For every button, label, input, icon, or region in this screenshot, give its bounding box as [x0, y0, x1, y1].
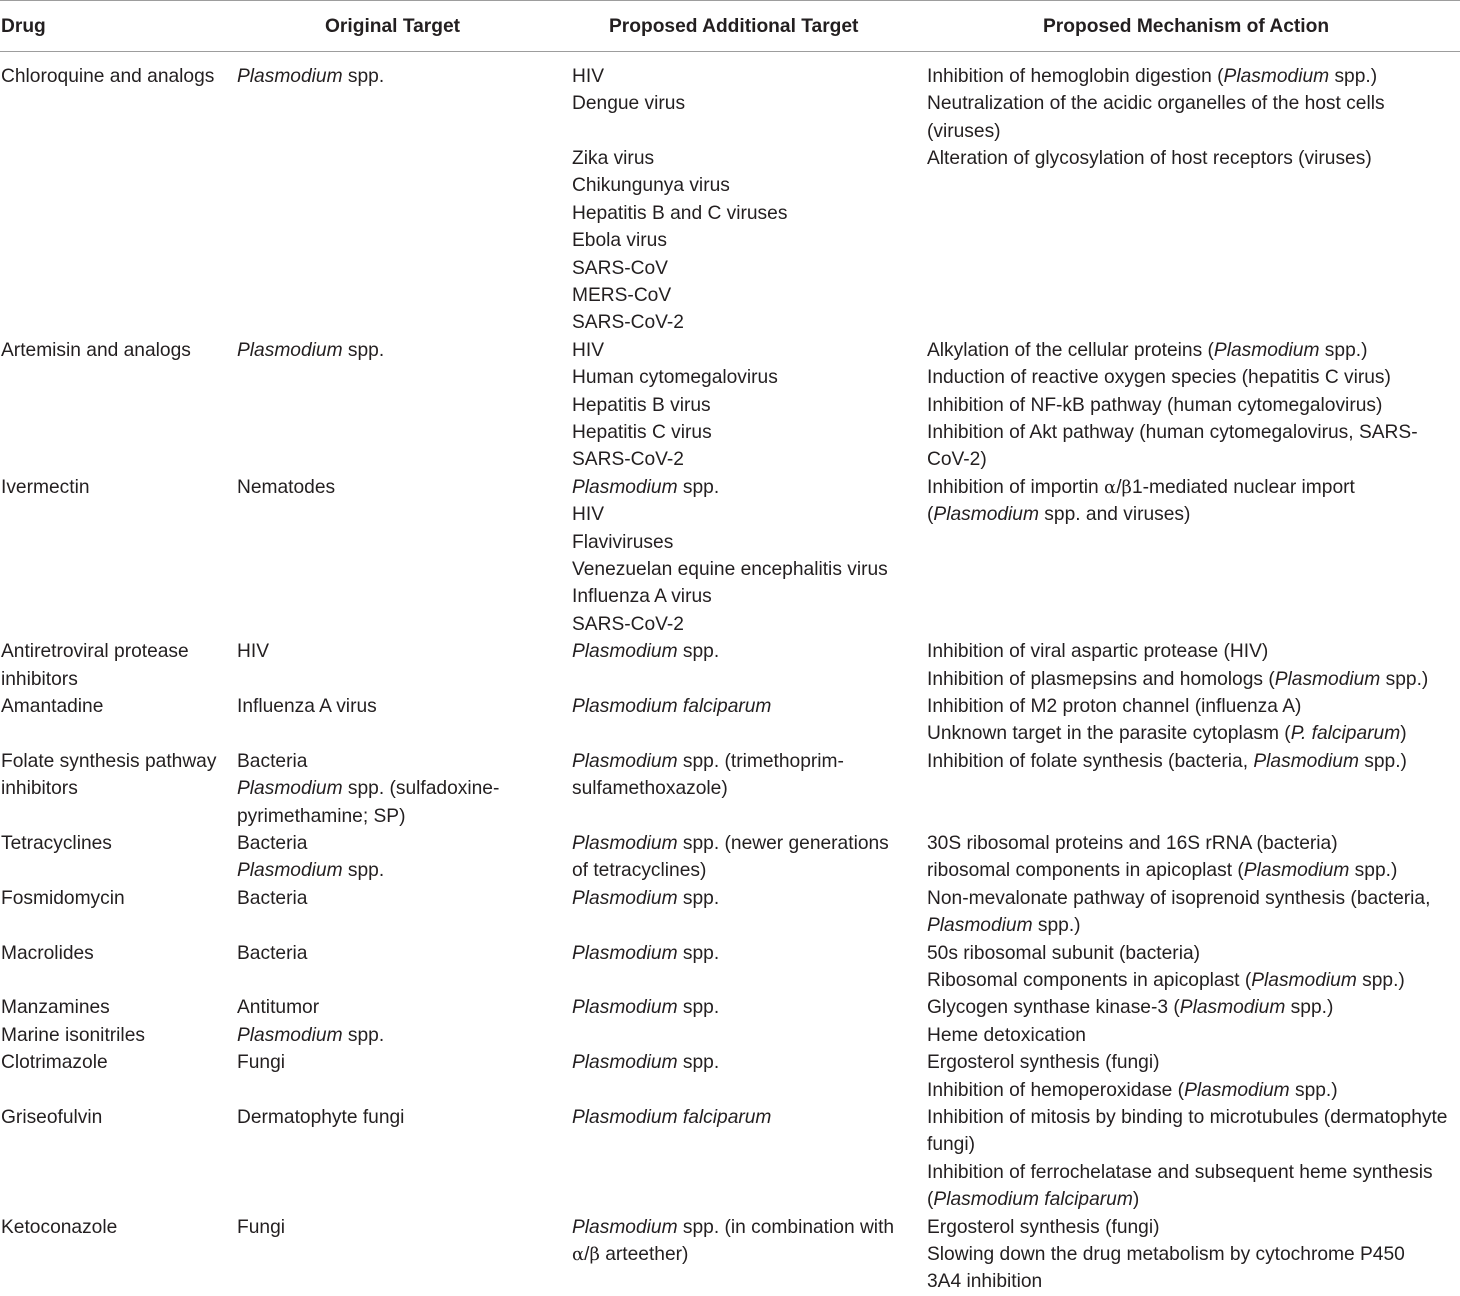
cell-additional-target	[572, 1214, 894, 1269]
cell-line: Ketoconazole	[1, 1216, 118, 1238]
cell-drug	[1, 337, 191, 364]
cell-drug	[1, 693, 103, 720]
cell-line: Zika virus	[572, 147, 655, 169]
cell-line: Fungi	[237, 1216, 285, 1238]
cell-line: Human cytomegalovirus	[572, 367, 778, 389]
cell-line: Nematodes	[237, 476, 336, 498]
cell-line: (Plasmodium falciparum)	[927, 1189, 1140, 1211]
cell-drug	[1, 474, 90, 501]
cell-additional-target	[572, 940, 719, 967]
cell-line: Griseofulvin	[1, 1107, 103, 1128]
cell-line: Plasmodium spp.	[572, 942, 720, 964]
cell-line: α/β arteether)	[572, 1243, 689, 1265]
cell-line: 3A4 inhibition	[927, 1271, 1043, 1293]
cell-mechanism	[927, 1022, 1086, 1049]
cell-line: Ivermectin	[1, 476, 90, 498]
cell-line: sulfamethoxazole)	[572, 778, 728, 800]
cell-line: Ergosterol synthesis (fungi)	[927, 1052, 1160, 1074]
cell-line: Plasmodium spp.	[572, 641, 720, 663]
cell-line: Hepatitis B virus	[572, 394, 711, 416]
header-mechanism: Proposed Mechanism of Action	[1043, 16, 1330, 37]
cell-line: Inhibition of viral aspartic protease (HIV)	[927, 641, 1269, 663]
cell-line: Plasmodium spp.	[237, 65, 385, 87]
cell-additional-target	[572, 638, 719, 665]
cell-mechanism	[927, 1049, 1338, 1104]
cell-line: Neutralization of the acidic organelles of the host cells	[927, 93, 1385, 115]
header-drug: Drug	[1, 16, 46, 37]
cell-line: Plasmodium spp. (newer generations	[572, 833, 889, 854]
cell-additional-target	[572, 1104, 771, 1131]
cell-line: ribosomal components in apicoplast (Plasmodium spp.)	[927, 860, 1398, 882]
cell-line: Fosmidomycin	[1, 887, 125, 909]
cell-additional-target	[572, 1049, 719, 1076]
cell-drug	[1, 1214, 117, 1241]
cell-additional-target	[572, 474, 888, 638]
cell-original-target	[237, 830, 384, 885]
cell-line: Venezuelan equine encephalitis virus	[572, 558, 888, 580]
cell-line: Heme detoxication	[927, 1024, 1086, 1046]
cell-original-target	[237, 337, 384, 364]
cell-line: Clotrimazole	[1, 1052, 108, 1074]
cell-line: Hepatitis C virus	[572, 421, 712, 443]
cell-line: fungi)	[927, 1134, 975, 1156]
cell-line: Bacteria	[237, 942, 308, 964]
cell-drug	[1, 1022, 145, 1049]
cell-line: SARS-CoV-2	[572, 613, 684, 635]
cell-line: Fungi	[237, 1052, 285, 1074]
cell-line: MERS-CoV	[572, 284, 672, 306]
cell-line: HIV	[572, 504, 604, 526]
cell-line: Inhibition of mitosis by binding to microtubules (dermatophyte	[927, 1107, 1448, 1128]
cell-additional-target	[572, 337, 778, 474]
cell-line: HIV	[572, 339, 604, 361]
header-bottom-rule	[0, 51, 1460, 52]
cell-line: Unknown target in the parasite cytoplasm (P. falciparum)	[927, 723, 1407, 745]
cell-line: (Plasmodium spp. and viruses)	[927, 504, 1191, 526]
cell-original-target	[237, 63, 384, 90]
cell-line: of tetracyclines)	[572, 860, 707, 882]
cell-line: Marine isonitriles	[1, 1024, 145, 1046]
cell-line: Non-mevalonate pathway of isoprenoid synthesis (bacteria,	[927, 887, 1431, 909]
cell-line: Dengue virus	[572, 93, 686, 115]
cell-line: Inhibition of NF-kB pathway (human cytomegalovirus)	[927, 394, 1383, 416]
cell-line: Ribosomal components in apicoplast (Plasmodium spp.)	[927, 969, 1405, 991]
cell-drug	[1, 885, 125, 912]
cell-line: Inhibition of hemoglobin digestion (Plasmodium spp.)	[927, 65, 1378, 87]
cell-drug	[1, 638, 189, 693]
cell-line: Folate synthesis pathway	[1, 750, 217, 772]
header-original-target: Original Target	[325, 16, 461, 37]
cell-original-target	[237, 1022, 384, 1049]
cell-drug	[1, 994, 110, 1021]
cell-line: Bacteria	[237, 887, 308, 909]
cell-original-target	[237, 638, 269, 665]
cell-original-target	[237, 1104, 404, 1131]
cell-line: Inhibition of M2 proton channel (influenza A)	[927, 696, 1302, 717]
cell-line: Plasmodium spp.	[237, 1024, 385, 1046]
cell-additional-target	[572, 885, 719, 912]
cell-line: Plasmodium spp.	[572, 887, 720, 909]
cell-line: Ebola virus	[572, 230, 667, 252]
cell-line: Antiretroviral protease	[1, 641, 189, 663]
cell-line: Plasmodium falciparum	[572, 696, 772, 717]
cell-additional-target	[572, 63, 787, 337]
cell-line: Alteration of glycosylation of host receptors (viruses)	[927, 147, 1372, 169]
cell-line: Glycogen synthase kinase-3 (Plasmodium spp.)	[927, 997, 1334, 1019]
cell-line: Plasmodium spp.	[572, 997, 720, 1019]
cell-mechanism	[927, 474, 1355, 529]
cell-line: HIV	[237, 641, 269, 663]
cell-line: Inhibition of hemoperoxidase (Plasmodium spp.)	[927, 1079, 1338, 1101]
cell-mechanism	[927, 1104, 1447, 1214]
cell-original-target	[237, 885, 307, 912]
table-top-rule	[0, 0, 1460, 1]
cell-line: Plasmodium spp.	[237, 860, 385, 882]
cell-line: inhibitors	[1, 778, 78, 800]
cell-line: SARS-CoV-2	[572, 312, 684, 334]
cell-mechanism	[927, 994, 1333, 1021]
cell-additional-target	[572, 830, 889, 885]
cell-mechanism	[927, 638, 1428, 693]
cell-original-target	[237, 693, 377, 720]
cell-original-target	[237, 1214, 285, 1241]
cell-mechanism	[927, 830, 1397, 885]
cell-line: Chloroquine and analogs	[1, 65, 215, 87]
cell-line: Plasmodium spp.	[572, 476, 720, 498]
cell-mechanism	[927, 940, 1405, 995]
cell-line: Inhibition of ferrochelatase and subsequent heme synthesis	[927, 1161, 1433, 1183]
cell-original-target	[237, 1049, 285, 1076]
cell-line: Plasmodium spp.)	[927, 915, 1081, 937]
cell-line: Inhibition of plasmepsins and homologs (Plasmodium spp.)	[927, 668, 1429, 690]
cell-line: SARS-CoV	[572, 257, 668, 279]
cell-line: Influenza A virus	[572, 586, 712, 608]
cell-line: (viruses)	[927, 120, 1001, 142]
cell-line: Ergosterol synthesis (fungi)	[927, 1216, 1160, 1238]
cell-line: Induction of reactive oxygen species (hepatitis C virus)	[927, 367, 1391, 389]
cell-line: inhibitors	[1, 668, 78, 690]
cell-mechanism	[927, 693, 1407, 748]
cell-line: Plasmodium spp. (sulfadoxine-	[237, 778, 500, 800]
cell-additional-target	[572, 693, 771, 720]
cell-mechanism	[927, 63, 1385, 173]
cell-line: HIV	[572, 65, 604, 87]
cell-line: Inhibition of importin α/β1-mediated nuclear import	[927, 476, 1355, 498]
cell-mechanism	[927, 337, 1418, 474]
cell-drug	[1, 748, 216, 803]
cell-line: Chikungunya virus	[572, 175, 730, 197]
cell-drug	[1, 1049, 108, 1076]
cell-line: Flaviviruses	[572, 531, 674, 553]
cell-line: Dermatophyte fungi	[237, 1107, 405, 1128]
cell-line: Hepatitis B and C viruses	[572, 202, 788, 224]
cell-drug	[1, 63, 214, 90]
cell-line	[572, 118, 787, 145]
cell-line: Bacteria	[237, 750, 308, 772]
cell-line: Antitumor	[237, 997, 320, 1019]
cell-line: pyrimethamine; SP)	[237, 805, 406, 827]
cell-line: Macrolides	[1, 942, 94, 964]
cell-line: Plasmodium spp.	[572, 1052, 720, 1074]
cell-drug	[1, 1104, 102, 1131]
cell-drug	[1, 940, 94, 967]
cell-mechanism	[927, 748, 1407, 775]
cell-original-target	[237, 940, 307, 967]
cell-line: Alkylation of the cellular proteins (Plasmodium spp.)	[927, 339, 1368, 361]
cell-line: 30S ribosomal proteins and 16S rRNA (bacteria)	[927, 833, 1338, 854]
cell-line: Plasmodium spp. (in combination with	[572, 1216, 895, 1238]
cell-line: Inhibition of Akt pathway (human cytomegalovirus, SARS-	[927, 421, 1418, 443]
cell-original-target	[237, 748, 499, 830]
header-additional-target: Proposed Additional Target	[609, 16, 859, 37]
cell-line: SARS-CoV-2	[572, 449, 684, 471]
cell-original-target	[237, 994, 319, 1021]
cell-line: Influenza A virus	[237, 696, 377, 717]
cell-additional-target	[572, 994, 719, 1021]
cell-additional-target	[572, 748, 844, 803]
cell-line: Plasmodium spp. (trimethoprim-	[572, 750, 844, 772]
cell-line: Plasmodium falciparum	[572, 1107, 772, 1128]
cell-line: 50s ribosomal subunit (bacteria)	[927, 942, 1201, 964]
cell-line: Manzamines	[1, 997, 110, 1019]
cell-line: Slowing down the drug metabolism by cytochrome P450	[927, 1243, 1405, 1265]
cell-line: Bacteria	[237, 833, 308, 854]
cell-line: CoV-2)	[927, 449, 987, 471]
cell-mechanism	[927, 885, 1430, 940]
cell-line: Plasmodium spp.	[237, 339, 385, 361]
cell-mechanism	[927, 1214, 1405, 1296]
cell-original-target	[237, 474, 335, 501]
cell-line: Tetracyclines	[1, 833, 112, 854]
cell-line: Inhibition of folate synthesis (bacteria, Plasmodium spp.)	[927, 750, 1407, 772]
cell-drug	[1, 830, 112, 857]
cell-line: Amantadine	[1, 696, 104, 717]
cell-line: Artemisin and analogs	[1, 339, 191, 361]
